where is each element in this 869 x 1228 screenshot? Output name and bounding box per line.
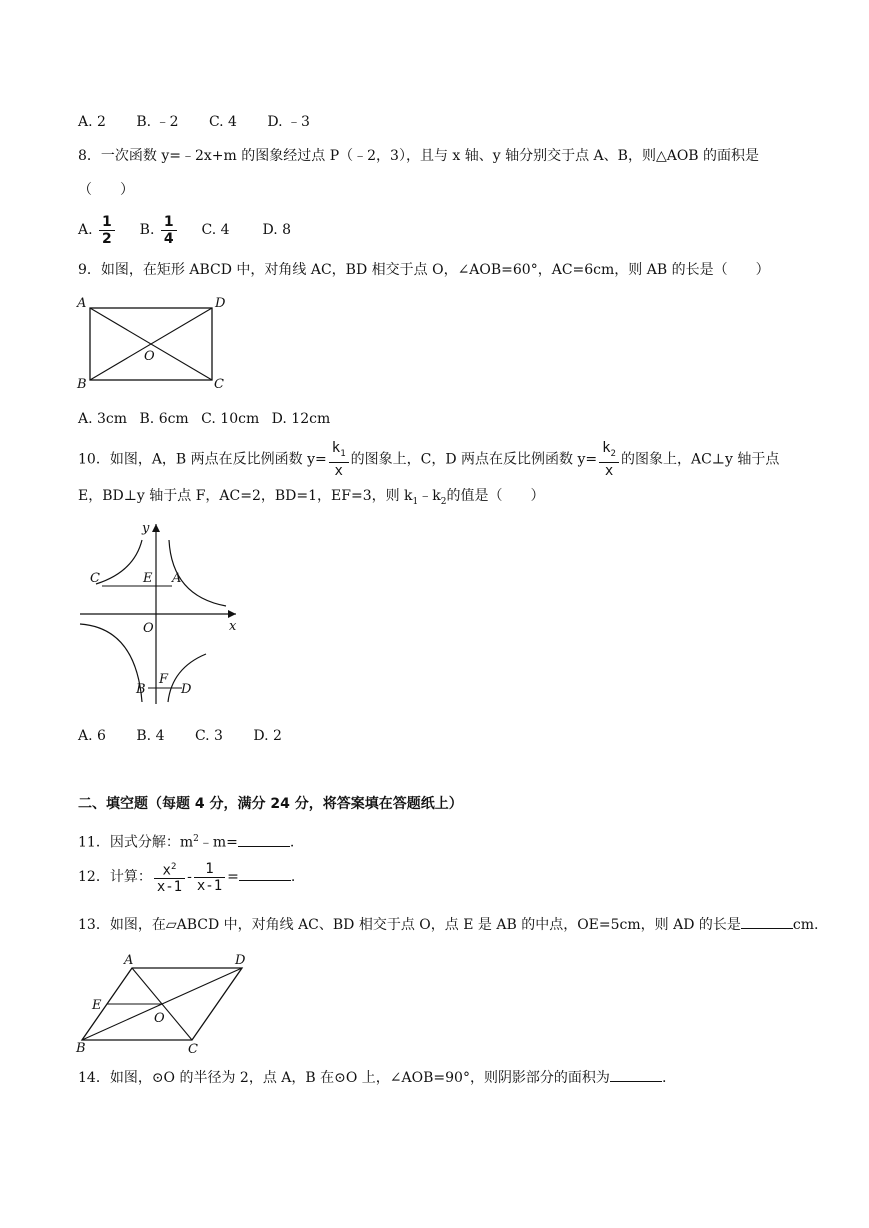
q10-label-a: A	[172, 571, 182, 586]
q13-label-e: E	[92, 998, 102, 1013]
q9-label-o: O	[144, 349, 155, 364]
q10-option-a: A. 6	[78, 728, 106, 744]
q10-options	[78, 726, 308, 746]
q8-option-c: C. 4	[201, 222, 230, 238]
q9-option-b: B. 6cm	[139, 411, 189, 427]
q10-label-c: C	[90, 571, 100, 586]
q9-stem: 9．如图，在矩形 ABCD 中，对角线 AC，BD 相交于点 O，∠AOB=60°，AC=6cm，则 AB 的长是（ ）	[78, 262, 770, 278]
q10-label-d: D	[181, 682, 192, 697]
q10-option-c: C. 3	[194, 728, 223, 744]
q7-option-c: C. 4	[208, 114, 237, 130]
q13-label-b: B	[76, 1041, 86, 1056]
q7-option-d: D. ﹣3	[267, 114, 310, 130]
q8-option-a: A. $\frac{1}{2}$	[78, 222, 121, 238]
q9-label-a: A	[77, 296, 87, 311]
q10-label-f: F	[159, 672, 169, 687]
q13-label-o: O	[154, 1011, 165, 1026]
q9-option-a: A. 3cm	[78, 411, 128, 427]
q13-label-d: D	[235, 953, 246, 968]
q13-label-a: A	[124, 953, 134, 968]
q10-label-b: B	[136, 682, 146, 697]
q11-answer-blank	[238, 832, 290, 847]
q13-stem: 13．如图，在▱ABCD 中，对角线 AC、BD 相交于点 O，点 E 是 AB 的中点，OE=5cm，则 AD 的长是 cm.	[78, 914, 818, 935]
q9-option-d: D. 12cm	[271, 411, 331, 427]
q9-rectangle-figure	[74, 292, 234, 392]
q10-hyperbola-figure	[76, 518, 246, 708]
q10-label-y: y	[142, 521, 150, 536]
q7-option-a: A. 2	[78, 114, 106, 130]
q7-option-b: B. ﹣2	[136, 114, 179, 130]
q10-stem-line2: E，BD⊥y 轴于点 F，AC=2，BD=1，EF=3，则 $k_1﹣k_2$的值是（ ）	[78, 488, 545, 507]
q13-label-c: C	[188, 1042, 198, 1057]
q11-stem: 11．因式分解：$m^2﹣m=$ .	[78, 829, 294, 853]
q8-option-d: D. 8	[262, 222, 292, 238]
q9-options	[78, 409, 356, 429]
q9-label-c: C	[214, 377, 224, 392]
q14-stem: 14．如图，⊙O 的半径为 2，点 A，B 在⊙O 上，∠AOB=90°，则阴影部分的面积为 .	[78, 1067, 666, 1088]
q12-stem: 12．计算： $\frac{x^2}{x-1}$ - $\frac{1}{x-1}$ = .	[78, 860, 296, 896]
q10-label-e: E	[143, 571, 153, 586]
q10-label-x: x	[229, 619, 237, 634]
q8-stem: 8．一次函数 y=﹣2x+m 的图象经过点 P（﹣2，3），且与 x 轴、y 轴分别交于点 A、B，则△AOB 的面积是	[78, 148, 760, 164]
q13-answer-blank	[741, 914, 793, 929]
q8-option-b: B. $\frac{1}{4}$	[140, 222, 183, 238]
q8-paren: （ ）	[78, 182, 134, 198]
q9-label-d: D	[215, 296, 226, 311]
q10-option-b: B. 4	[136, 728, 165, 744]
q9-label-b: B	[77, 377, 87, 392]
q7-options	[78, 112, 336, 132]
q12-answer-blank	[239, 866, 291, 881]
q10-stem-line1: 10．如图，A，B 两点在反比例函数 y= $\frac{k_1}{x}$ 的图象上，C，D 两点在反比例函数 y= $\frac{k_2}{x}$ 的图象上，AC⊥y 轴于点	[78, 440, 780, 479]
section-2-title: 二、填空题（每题 4 分，满分 24 分，将答案填在答题纸上）	[78, 796, 463, 812]
q9-option-c: C. 10cm	[201, 411, 260, 427]
q10-label-o: O	[143, 621, 154, 636]
q14-answer-blank	[610, 1067, 662, 1082]
q10-option-d: D. 2	[253, 728, 282, 744]
q13-parallelogram-figure	[74, 950, 254, 1060]
q8-options	[78, 212, 291, 248]
